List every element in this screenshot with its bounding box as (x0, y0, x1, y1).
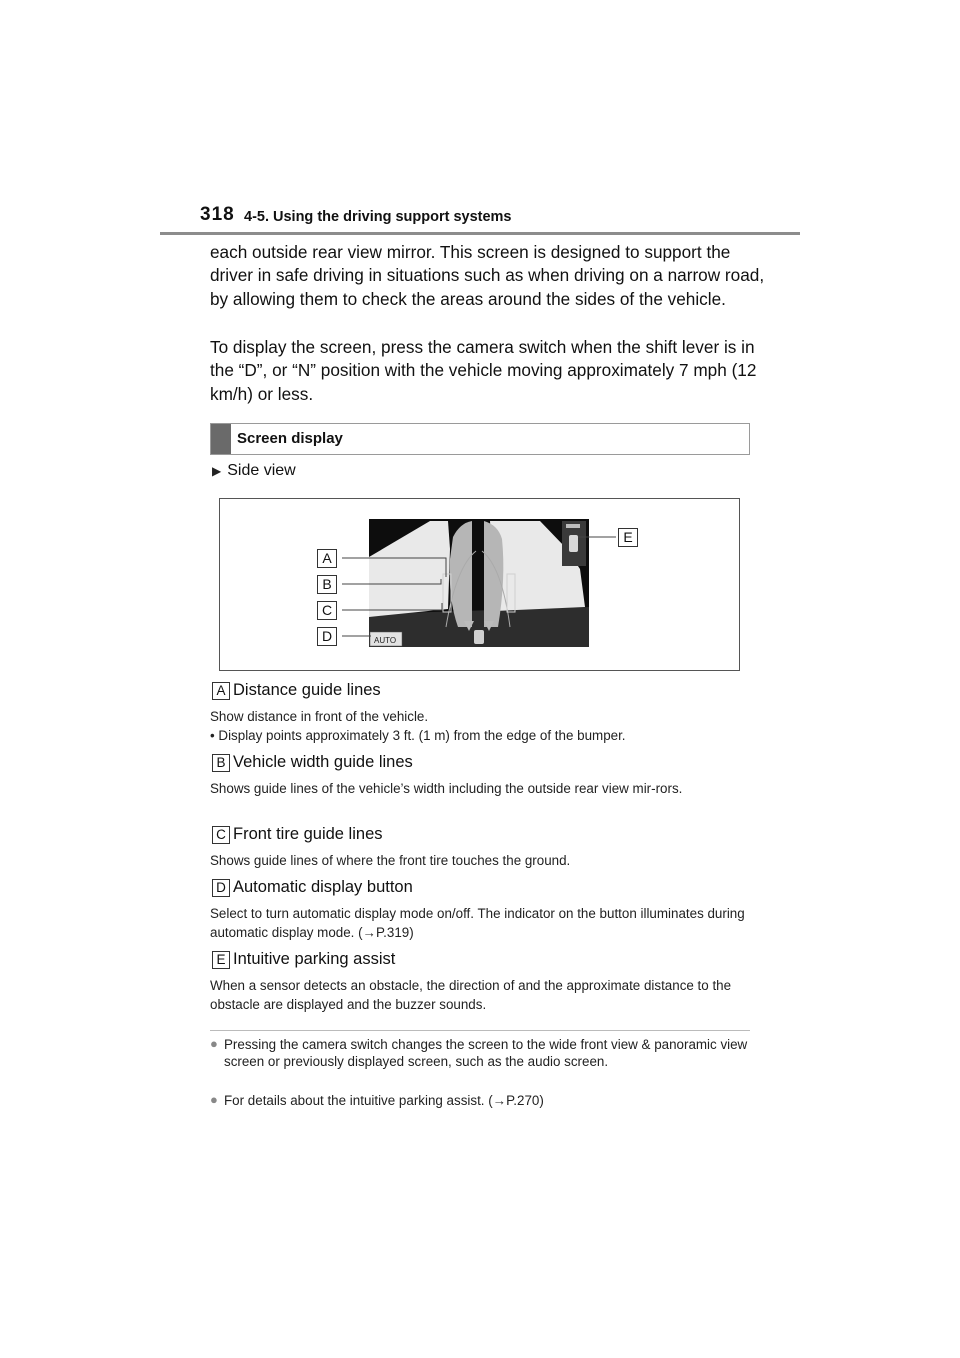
item-a-title: Distance guide lines (233, 681, 381, 699)
heading-text: Screen display (237, 430, 343, 447)
intro-paragraph-1: each outside rear view mirror. This screen is designed to support the driver in safe driving in situations such as when driving on a narrow road, by allowing them to check the areas around the sides of the vehicle. (210, 242, 765, 309)
item-d-letter: D (212, 879, 230, 897)
section-title: 4-5. Using the driving support systems (244, 209, 512, 225)
item-e-title: Intuitive parking assist (233, 950, 396, 968)
callout-e: E (618, 528, 638, 547)
side-view-text: Side view (227, 462, 296, 479)
callout-a: A (317, 549, 337, 568)
item-b-title: Vehicle width guide lines (233, 753, 413, 771)
callout-d: D (317, 627, 337, 646)
item-e-letter: E (212, 951, 230, 969)
side-view-figure (219, 498, 740, 671)
heading-bar (211, 424, 231, 454)
item-c-desc: Shows guide lines of where the front tire touches the ground. (210, 853, 571, 868)
callout-c: C (317, 601, 337, 620)
item-a-sub: • Display points approximately 3 ft. (1 m) from the edge of the bumper. (210, 728, 626, 743)
item-c-title: Front tire guide lines (233, 825, 383, 843)
auto-button-text: AUTO (374, 636, 397, 645)
notes-divider (210, 1030, 750, 1031)
note-2-bullet-icon: ● (210, 1092, 218, 1107)
item-d-title: Automatic display button (233, 878, 413, 896)
item-b-desc: Shows guide lines of the vehicle’s width including the outside rear view mir-rors. (210, 781, 683, 796)
camera-screen-illustration (220, 499, 741, 672)
item-e-desc: When a sensor detects an obstacle, the direction of and the approximate distance to the obstacle are displayed and the buzzer sounds. (210, 978, 732, 1012)
item-a-desc: Show distance in front of the vehicle. (210, 709, 429, 724)
item-a-letter: A (212, 682, 230, 700)
side-view-label (212, 462, 296, 480)
sensor-indicator-icon (566, 524, 580, 528)
item-d-desc: Select to turn automatic display mode on/off. The indicator on the button illuminates during automatic display mode. (→P.319) (210, 906, 745, 940)
page-number: 318 (200, 204, 235, 225)
item-b-letter: B (212, 754, 230, 772)
callout-b: B (317, 575, 337, 594)
parking-assist-car-icon (569, 535, 578, 552)
intro-paragraph-2: To display the screen, press the camera switch when the shift lever is in the “D”, or “N” position with the vehicle moving approximately 7 mph (12 km/h) or less. (210, 337, 757, 404)
note-2: For details about the intuitive parking assist. (→P.270) (224, 1093, 544, 1108)
triangle-marker-icon: ▶ (212, 464, 222, 478)
vehicle-icon (474, 630, 484, 644)
header-divider (160, 232, 800, 235)
screen-display-heading (210, 423, 750, 455)
note-1: Pressing the camera switch changes the screen to the wide front view & panoramic view screen or previously displayed screen, such as the audio screen. (224, 1037, 748, 1069)
note-1-bullet-icon: ● (210, 1036, 218, 1051)
item-c-letter: C (212, 826, 230, 844)
